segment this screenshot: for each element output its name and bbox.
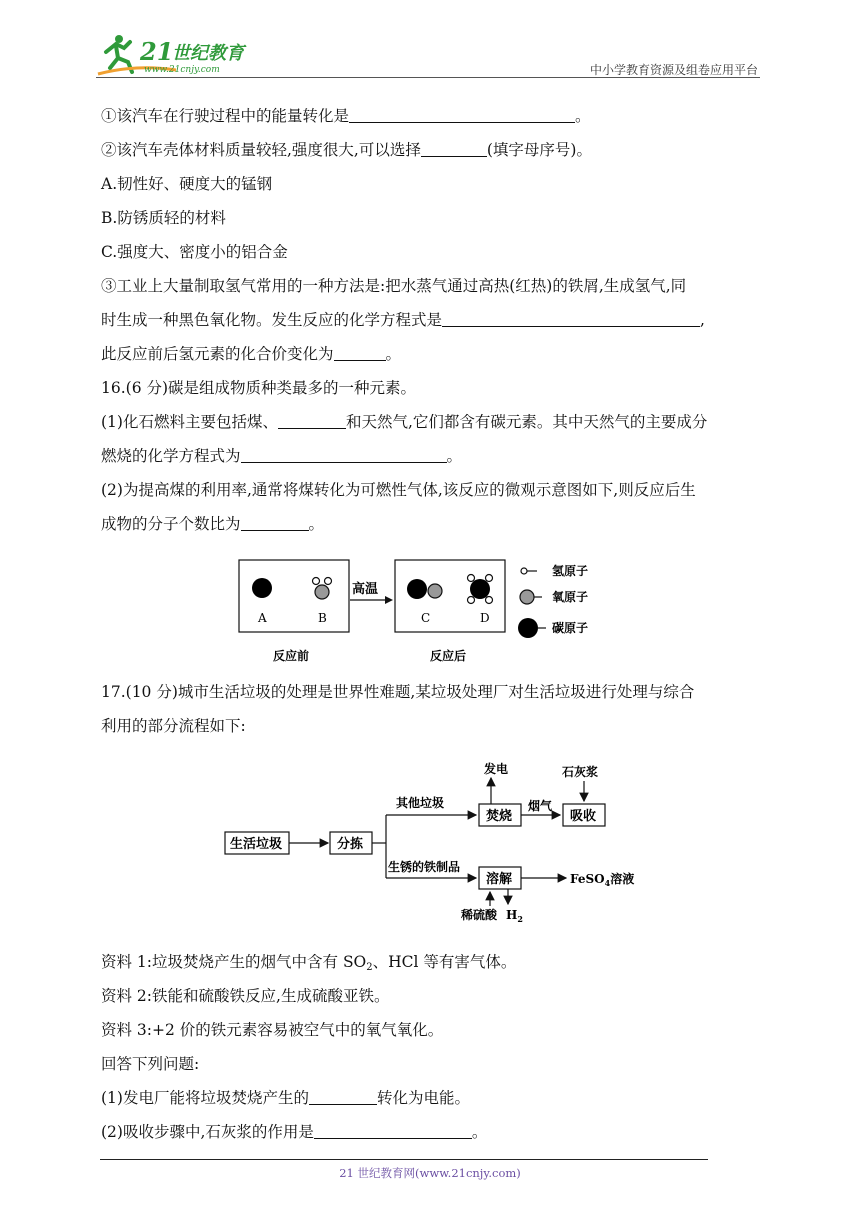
legend-carbon: 碳原子: [552, 621, 589, 635]
dilute-acid-label: 稀硫酸: [461, 908, 498, 922]
option-b: B.防锈质轻的材料: [101, 209, 226, 227]
hydrogen-output-label: $H_2$: [506, 908, 523, 924]
q15-line-3b: 时生成一种黑色氧化物。发生反应的化学方程式是 ,: [101, 311, 705, 329]
info-3: 资料 3:+2 价的铁元素容易被空气中的氧气氧化。: [101, 1021, 444, 1039]
box-burn-label: 焚烧: [486, 809, 513, 824]
ch4-molecule: [468, 575, 493, 604]
label-b: B: [318, 611, 327, 625]
lime-slurry-label: 石灰浆: [562, 765, 599, 779]
platform-name: 中小学教育资源及组卷应用平台: [589, 63, 758, 77]
process-flowchart: [218, 756, 648, 928]
oxygen-legend-icon: [520, 590, 534, 604]
carbon-atom: [252, 578, 272, 598]
hydrogen-legend-icon: [521, 568, 527, 574]
answer-prompt: 回答下列问题:: [101, 1055, 200, 1073]
answer-blank[interactable]: [334, 345, 386, 361]
q17-part2: (2)吸收步骤中,石灰浆的作用是 。: [101, 1123, 488, 1141]
carbon-legend-icon: [518, 618, 538, 638]
label-d: D: [480, 611, 490, 625]
option-a: A.韧性好、硬度大的锰钢: [101, 175, 273, 193]
box-sort-label: 分拣: [337, 837, 364, 852]
flue-gas-label: 烟气: [528, 799, 553, 813]
q16-part1-b: 燃烧的化学方程式为 。: [101, 447, 463, 465]
box-absorb-label: 吸收: [570, 809, 597, 824]
page-footer: 21 世纪教育网(www.21cnjy.com): [339, 1166, 521, 1180]
branch-rusty-label: 生锈的铁制品: [388, 860, 461, 874]
info-2: 资料 2:铁能和硫酸铁反应,生成硫酸亚铁。: [101, 987, 390, 1005]
label-a: A: [258, 611, 267, 625]
answer-blank[interactable]: [241, 447, 447, 463]
q17-title-b: 利用的部分流程如下:: [101, 717, 246, 735]
co-molecule: [407, 579, 442, 599]
answer-blank[interactable]: [421, 141, 487, 157]
q15-line-3a: ③工业上大量制取氢气常用的一种方法是:把水蒸气通过高热(红热)的铁屑,生成氢气,同: [101, 277, 687, 295]
q15-line-3c: 此反应前后氢元素的化合价变化为 。: [101, 345, 402, 363]
answer-blank[interactable]: [278, 413, 346, 429]
label-c: C: [421, 611, 431, 625]
logo-url: www.21cnjy.com: [144, 65, 220, 75]
legend: [518, 563, 588, 638]
option-c: C.强度大、密度小的铝合金: [101, 243, 288, 261]
q15-line-1: ①该汽车在行驶过程中的能量转化是 。: [101, 107, 591, 125]
box-dissolve-label: 溶解: [486, 872, 513, 887]
legend-oxygen: 氧原子: [552, 590, 589, 604]
before-box: [239, 560, 349, 632]
q16-part2-a: (2)为提高煤的利用率,通常将煤转化为可燃性气体,该反应的微观示意图如下,则反应后生: [101, 481, 696, 499]
q17-part1: (1)发电厂能将垃圾焚烧产生的 转化为电能。: [101, 1089, 470, 1107]
box-garbage-label: 生活垃圾: [230, 837, 283, 852]
feso4-label: FeSO$_4$溶液: [570, 872, 635, 888]
q16-part1-a: (1)化石燃料主要包括煤、 和天然气,它们都含有碳元素。其中天然气的主要成分: [101, 413, 708, 431]
after-caption: 反应后: [430, 649, 467, 663]
reaction-diagram: [230, 552, 610, 670]
answer-blank[interactable]: [241, 515, 309, 531]
arrow-head: [385, 596, 393, 604]
page-header: [96, 30, 760, 80]
water-molecule: [313, 578, 332, 600]
q16-title: 16.(6 分)碳是组成物质种类最多的一种元素。: [101, 379, 417, 397]
header-divider: [96, 77, 760, 78]
branch-other-label: 其他垃圾: [396, 796, 445, 810]
info-1: 资料 1:垃圾焚烧产生的烟气中含有 $SO_2$、HCl 等有害气体。: [101, 953, 517, 973]
site-logo: [96, 30, 266, 78]
answer-blank[interactable]: [309, 1089, 377, 1105]
footer-divider: [100, 1159, 708, 1160]
answer-blank[interactable]: [349, 107, 575, 123]
answer-blank[interactable]: [314, 1123, 472, 1139]
logo-number: 21: [140, 37, 174, 66]
answer-blank[interactable]: [442, 311, 700, 327]
before-caption: 反应前: [273, 649, 310, 663]
logo-cn: 世纪教育: [172, 43, 244, 64]
arrow-condition: 高温: [352, 582, 379, 597]
q16-part2-b: 成物的分子个数比为 。: [101, 515, 325, 533]
legend-hydrogen: 氢原子: [552, 564, 589, 578]
q17-title-a: 17.(10 分)城市生活垃圾的处理是世界性难题,某垃圾处理厂对生活垃圾进行处理与综合: [101, 683, 695, 701]
power-label: 发电: [484, 762, 509, 776]
q15-line-2: ②该汽车壳体材料质量较轻,强度很大,可以选择 (填字母序号)。: [101, 141, 592, 159]
